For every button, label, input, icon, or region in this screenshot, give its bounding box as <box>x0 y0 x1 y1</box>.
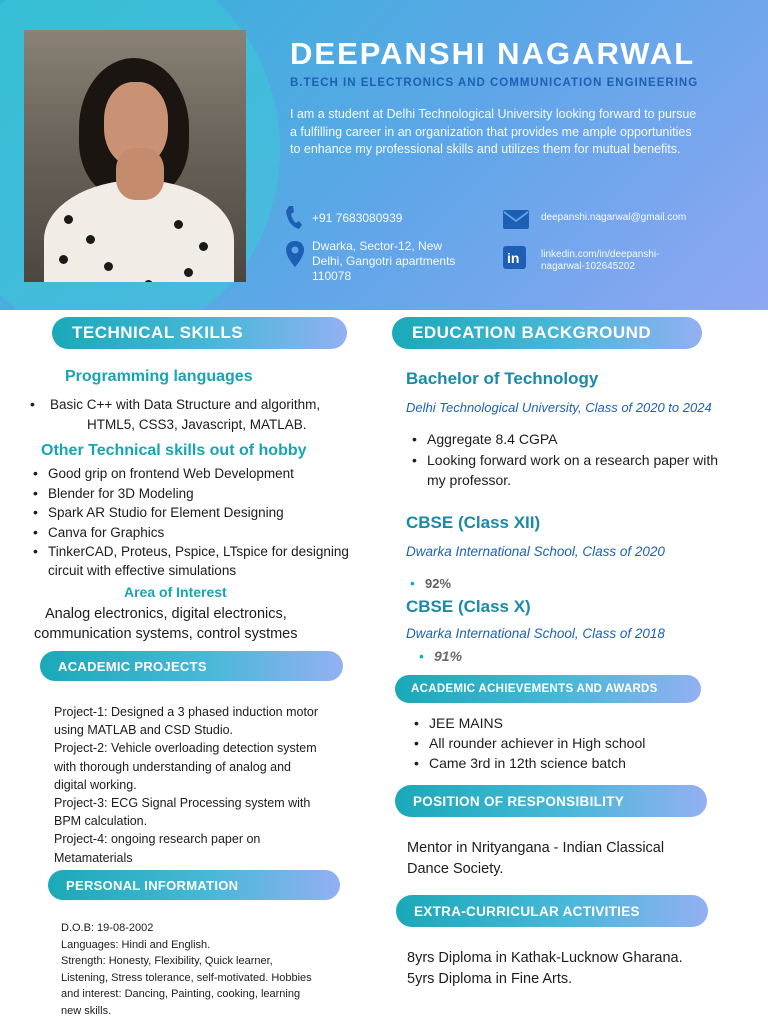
list-item: • Basic C++ with Data Structure and algorithm, <box>27 395 367 415</box>
linkedin-icon <box>503 246 526 269</box>
project-line: digital working. <box>54 777 137 792</box>
academic-projects-text <box>54 703 374 867</box>
extracurricular-line: 5yrs Diploma in Fine Arts. <box>407 971 573 987</box>
profile-photo <box>24 30 246 282</box>
section-title: EDUCATION BACKGROUND <box>412 323 652 342</box>
list-item: • Aggregate 8.4 CGPA <box>409 429 768 450</box>
interest-line: communication systems, control systmes <box>34 626 298 642</box>
section-title: PERSONAL INFORMATION <box>66 877 239 893</box>
class-xii-school: Dwarka International School, Class of 2020 <box>406 544 665 559</box>
personal-line: and interest: Dancing, Painting, cooking, learning <box>61 988 301 1000</box>
personal-line: Strength: Honesty, Flexibility, Quick learner, <box>61 955 273 967</box>
profile-summary: I am a student at Delhi Technological University looking forward to pursue a fulfilling career in an organization that provides me ample opportunities to enhance my professional skills and utilizes them for mutual benefits. <box>290 107 697 156</box>
section-header-personal-information <box>48 870 340 900</box>
linkedin-line: linkedin.com/in/deepanshi- <box>541 249 660 260</box>
section-title: TECHNICAL SKILLS <box>72 323 244 342</box>
extracurricular-line: 8yrs Diploma in Kathak-Lucknow Gharana. <box>407 950 683 966</box>
list-item: • Blender for 3D Modeling <box>30 484 380 504</box>
btech-continuation: my professor. <box>427 472 512 488</box>
list-item: • Came 3rd in 12th science batch <box>411 753 751 773</box>
project-line: Project-2: Vehicle overloading detection system <box>54 741 317 756</box>
email-address[interactable]: deepanshi.nagarwal@gmail.com <box>541 212 687 223</box>
location-pin-icon <box>285 240 305 268</box>
project-line: Project-1: Designed a 3 phased induction motor <box>54 705 319 719</box>
list-item <box>407 574 451 594</box>
class-xii-grade: 92% <box>425 576 452 591</box>
email-icon <box>503 210 529 229</box>
class-x-grade-list <box>416 647 462 667</box>
project-line: with thorough understanding of analog and <box>54 759 291 774</box>
programming-heading: Programming languages <box>65 368 253 385</box>
phone-icon <box>285 205 303 231</box>
section-title: POSITION OF RESPONSIBILITY <box>413 793 625 809</box>
other-skills-list <box>30 464 380 562</box>
section-title: ACADEMIC PROJECTS <box>58 658 207 674</box>
list-item: • Good grip on frontend Web Development <box>30 464 380 484</box>
section-title: ACADEMIC ACHIEVEMENTS AND AWARDS <box>411 683 658 695</box>
section-header-education <box>392 317 702 349</box>
svg-text:in: in <box>507 250 520 266</box>
section-header-academic-projects <box>40 651 343 681</box>
project-line: Project-3: ECG Signal Processing system with <box>54 796 311 811</box>
resume-header <box>0 0 768 310</box>
class-x-heading: CBSE (Class X) <box>406 597 531 616</box>
programming-continuation: HTML5, CSS3, Javascript, MATLAB. <box>87 417 307 432</box>
btech-school: Delhi Technological University, Class of 2020 to 2024 <box>406 400 712 415</box>
section-title: EXTRA-CURRICULAR ACTIVITIES <box>414 903 640 919</box>
list-item: • Looking forward work on a research paper with <box>409 450 768 471</box>
achievements-list <box>411 713 751 773</box>
personal-information-text <box>61 920 361 1019</box>
class-xii-heading: CBSE (Class XII) <box>406 513 541 532</box>
section-header-technical-skills <box>52 317 347 349</box>
btech-list <box>409 429 768 471</box>
linkedin-url[interactable] <box>541 249 659 273</box>
class-x-grade: 91% <box>434 648 463 664</box>
section-header-responsibility <box>395 785 707 817</box>
interest-line: Analog electronics, digital electronics, <box>45 606 287 622</box>
other-skills-heading: Other Technical skills out of hobby <box>41 442 307 459</box>
address-line: Delhi, Gangotri apartments <box>312 254 456 268</box>
interest-heading: Area of Interest <box>124 584 227 600</box>
personal-line: Languages: Hindi and English. <box>61 938 211 951</box>
address-line: Dwarka, Sector-12, New <box>312 239 443 253</box>
address-line: 110078 <box>312 269 352 283</box>
personal-line: new skills. <box>61 1004 112 1017</box>
project-line: Project-4: ongoing research paper on <box>54 832 261 847</box>
class-x-school: Dwarka International School, Class of 2018 <box>406 626 665 641</box>
list-item: • TinkerCAD, Proteus, Pspice, LTspice for designing <box>30 542 380 562</box>
address <box>312 239 455 284</box>
phone-number: +91 7683080939 <box>312 211 403 225</box>
personal-line: Listening, Stress tolerance, self-motivated. Hobbies <box>61 971 312 984</box>
list-item: • All rounder achiever in High school <box>411 733 751 753</box>
candidate-name: DEEPANSHI NAGARWAL <box>290 36 696 71</box>
section-header-extracurricular <box>396 895 708 927</box>
list-item: • Canva for Graphics <box>30 523 380 543</box>
project-line: BPM calculation. <box>54 814 148 829</box>
project-line: using MATLAB and CSD Studio. <box>54 723 234 738</box>
list-item <box>416 647 462 667</box>
class-xii-grade-list <box>407 574 451 594</box>
section-header-achievements <box>395 675 701 703</box>
programming-list <box>27 395 367 415</box>
linkedin-line: nagarwal-102645202 <box>541 261 635 272</box>
degree-title: B.TECH IN ELECTRONICS AND COMMUNICATION ENGINEERING <box>290 77 699 89</box>
responsibility-line: Mentor in Nrityangana - Indian Classical <box>407 840 665 856</box>
personal-line: D.O.B: 19-08-2002 <box>61 922 154 934</box>
project-line: Metamaterials <box>54 850 133 865</box>
list-item: • JEE MAINS <box>411 713 751 733</box>
responsibility-line: Dance Society. <box>407 861 504 877</box>
other-skills-continuation: circuit with effective simulations <box>48 563 237 578</box>
btech-heading: Bachelor of Technology <box>406 369 599 388</box>
list-item: • Spark AR Studio for Element Designing <box>30 503 380 523</box>
